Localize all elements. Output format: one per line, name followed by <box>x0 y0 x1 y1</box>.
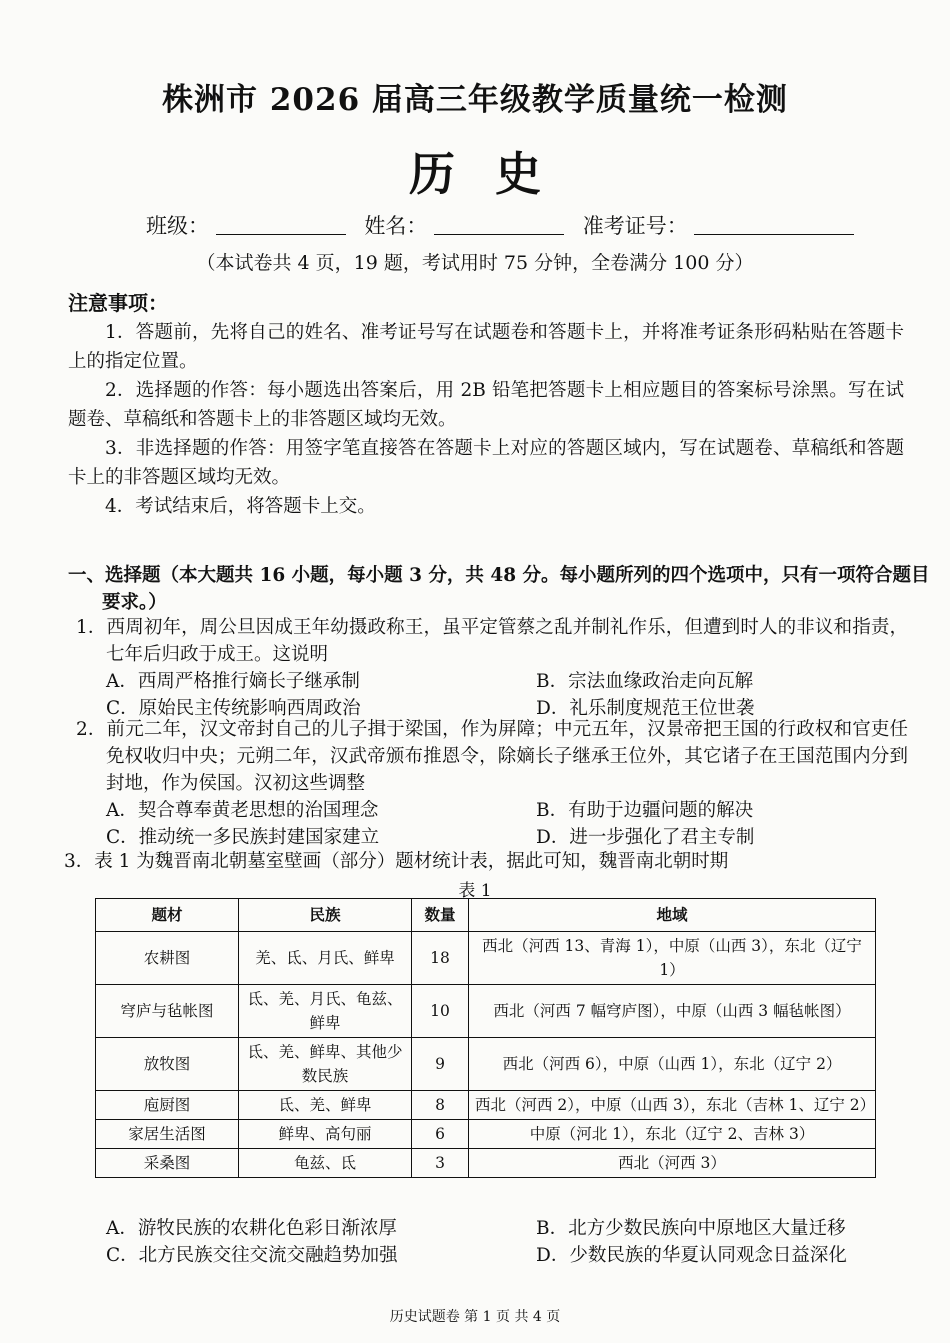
header-cell: 题材 <box>96 899 239 932</box>
option-d[interactable]: D．礼乐制度规范王位世袭 <box>536 698 755 719</box>
option-b[interactable]: B．北方少数民族向中原地区大量迁移 <box>536 1218 846 1239</box>
table-cell: 庖厨图 <box>96 1091 239 1120</box>
table-cell: 8 <box>412 1091 469 1120</box>
section-heading: 一、选择题（本大题共 16 小题，每小题 3 分，共 48 分。每小题所列的四个选项中，只有一项符合题目要求。） <box>68 565 930 613</box>
question-stem: 1．西周初年，周公旦因成王年幼摄政称王，虽平定管蔡之乱并制礼作乐，但遭到时人的非议和指责，七年后归政于成王。这说明 <box>76 617 908 665</box>
notice-item: 4．考试结束后，将答题卡上交。 <box>105 496 376 517</box>
table-cell: 西北（河西 7 幅穹庐图），中原（山西 3 幅毡帐图） <box>469 985 876 1038</box>
student-info-fields <box>146 210 866 240</box>
table-cell: 采桑图 <box>96 1149 239 1178</box>
table-cell: 氐、羌、月氏、龟兹、鲜卑 <box>239 985 412 1038</box>
table-cell: 农耕图 <box>96 932 239 985</box>
option-c[interactable]: C．推动统一多民族封建国家建立 <box>106 827 380 848</box>
header-cell: 数量 <box>412 899 469 932</box>
header-cell: 民族 <box>239 899 412 932</box>
option-d[interactable]: D．少数民族的华夏认同观念日益深化 <box>536 1245 847 1266</box>
option-a[interactable]: A．游牧民族的农耕化色彩日渐浓厚 <box>106 1218 397 1239</box>
table-row <box>96 985 876 1038</box>
option-b[interactable]: B．宗法血缘政治走向瓦解 <box>536 671 754 692</box>
notice-list <box>68 318 904 521</box>
question-1 <box>76 614 908 722</box>
table-cell: 龟兹、氐 <box>239 1149 412 1178</box>
question-3 <box>64 848 896 875</box>
table-cell: 氐、羌、鲜卑、其他少数民族 <box>239 1038 412 1091</box>
table-cell: 9 <box>412 1038 469 1091</box>
option-c[interactable]: C．原始民主传统影响西周政治 <box>106 698 361 719</box>
table-row <box>96 1038 876 1091</box>
table-cell: 西北（河西 3） <box>469 1149 876 1178</box>
table-cell: 家居生活图 <box>96 1120 239 1149</box>
question-3-options <box>106 1215 906 1269</box>
notice-title: 注意事项： <box>68 291 168 315</box>
table-cell: 西北（河西 2），中原（山西 3），东北（吉林 1、辽宁 2） <box>469 1091 876 1120</box>
table-cell: 鲜卑、高句丽 <box>239 1120 412 1149</box>
question-2 <box>76 716 908 851</box>
option-a[interactable]: A．契合尊奉黄老思想的治国理念 <box>106 800 379 821</box>
table-cell: 6 <box>412 1120 469 1149</box>
table-cell: 氐、羌、鲜卑 <box>239 1091 412 1120</box>
option-b[interactable]: B．有助于边疆问题的解决 <box>536 800 754 821</box>
option-c[interactable]: C．北方民族交往交流交融趋势加强 <box>106 1245 398 1266</box>
table-row <box>96 932 876 985</box>
table-cell: 西北（河西 6），中原（山西 1），东北（辽宁 2） <box>469 1038 876 1091</box>
table-row <box>96 1149 876 1178</box>
notice-item: 1．答题前，先将自己的姓名、准考证号写在试题卷和答题卡上，并将准考证条形码粘贴在答题卡上的指定位置。 <box>68 322 904 372</box>
id-label: 准考证号： <box>582 214 688 238</box>
table-row <box>96 1091 876 1120</box>
table-cell: 西北（河西 13、青海 1），中原（山西 3），东北（辽宁 1） <box>469 932 876 985</box>
table-cell: 穹庐与毡帐图 <box>96 985 239 1038</box>
table-cell: 18 <box>412 932 469 985</box>
class-label: 班级： <box>146 214 209 238</box>
table-cell: 3 <box>412 1149 469 1178</box>
table-row <box>96 1120 876 1149</box>
exam-title: 株洲市 2026 届高三年级教学质量统一检测 <box>162 82 788 118</box>
table-header-row <box>96 899 876 932</box>
notice-item: 3．非选择题的作答：用签字笔直接答在答题卡上对应的答题区域内，写在试题卷、草稿纸和答题卡上的非答题区域均无效。 <box>68 438 904 488</box>
exam-info: （本试卷共 4 页，19 题，考试用时 75 分钟，全卷满分 100 分） <box>196 252 754 274</box>
exam-id-field[interactable] <box>694 214 854 235</box>
page-footer: 历史试题卷 第 1 页 共 4 页 <box>389 1309 561 1325</box>
name-field[interactable] <box>434 214 564 235</box>
table-cell: 10 <box>412 985 469 1038</box>
option-a[interactable]: A．西周严格推行嫡长子继承制 <box>106 671 360 692</box>
header-cell: 地域 <box>469 899 876 932</box>
class-field[interactable] <box>216 214 346 235</box>
notice-item: 2．选择题的作答：每小题选出答案后，用 2B 铅笔把答题卡上相应题目的答案标号涂黑。写在试题卷、草稿纸和答题卡上的非答题区域均无效。 <box>68 380 904 430</box>
table-cell: 放牧图 <box>96 1038 239 1091</box>
table-cell: 羌、氐、月氏、鲜卑 <box>239 932 412 985</box>
table-caption: 表 1 <box>458 881 492 901</box>
name-label: 姓名： <box>364 214 428 238</box>
data-table <box>95 898 876 1178</box>
table-cell: 中原（河北 1），东北（辽宁 2、吉林 3） <box>469 1120 876 1149</box>
question-stem: 3．表 1 为魏晋南北朝墓室壁画（部分）题材统计表，据此可知，魏晋南北朝时期 <box>64 851 729 872</box>
option-d[interactable]: D．进一步强化了君主专制 <box>536 827 755 848</box>
question-stem: 2．前元二年，汉文帝封自己的儿子揖于梁国，作为屏障；中元五年，汉景帝把王国的行政权和官吏任免权收归中央；元朔二年，汉武帝颁布推恩令，除嫡长子继承王位外，其它诸子在王国范围内分到封地，作为侯国。汉初这些调整 <box>76 719 908 794</box>
subject-title: 历史 <box>409 147 581 201</box>
